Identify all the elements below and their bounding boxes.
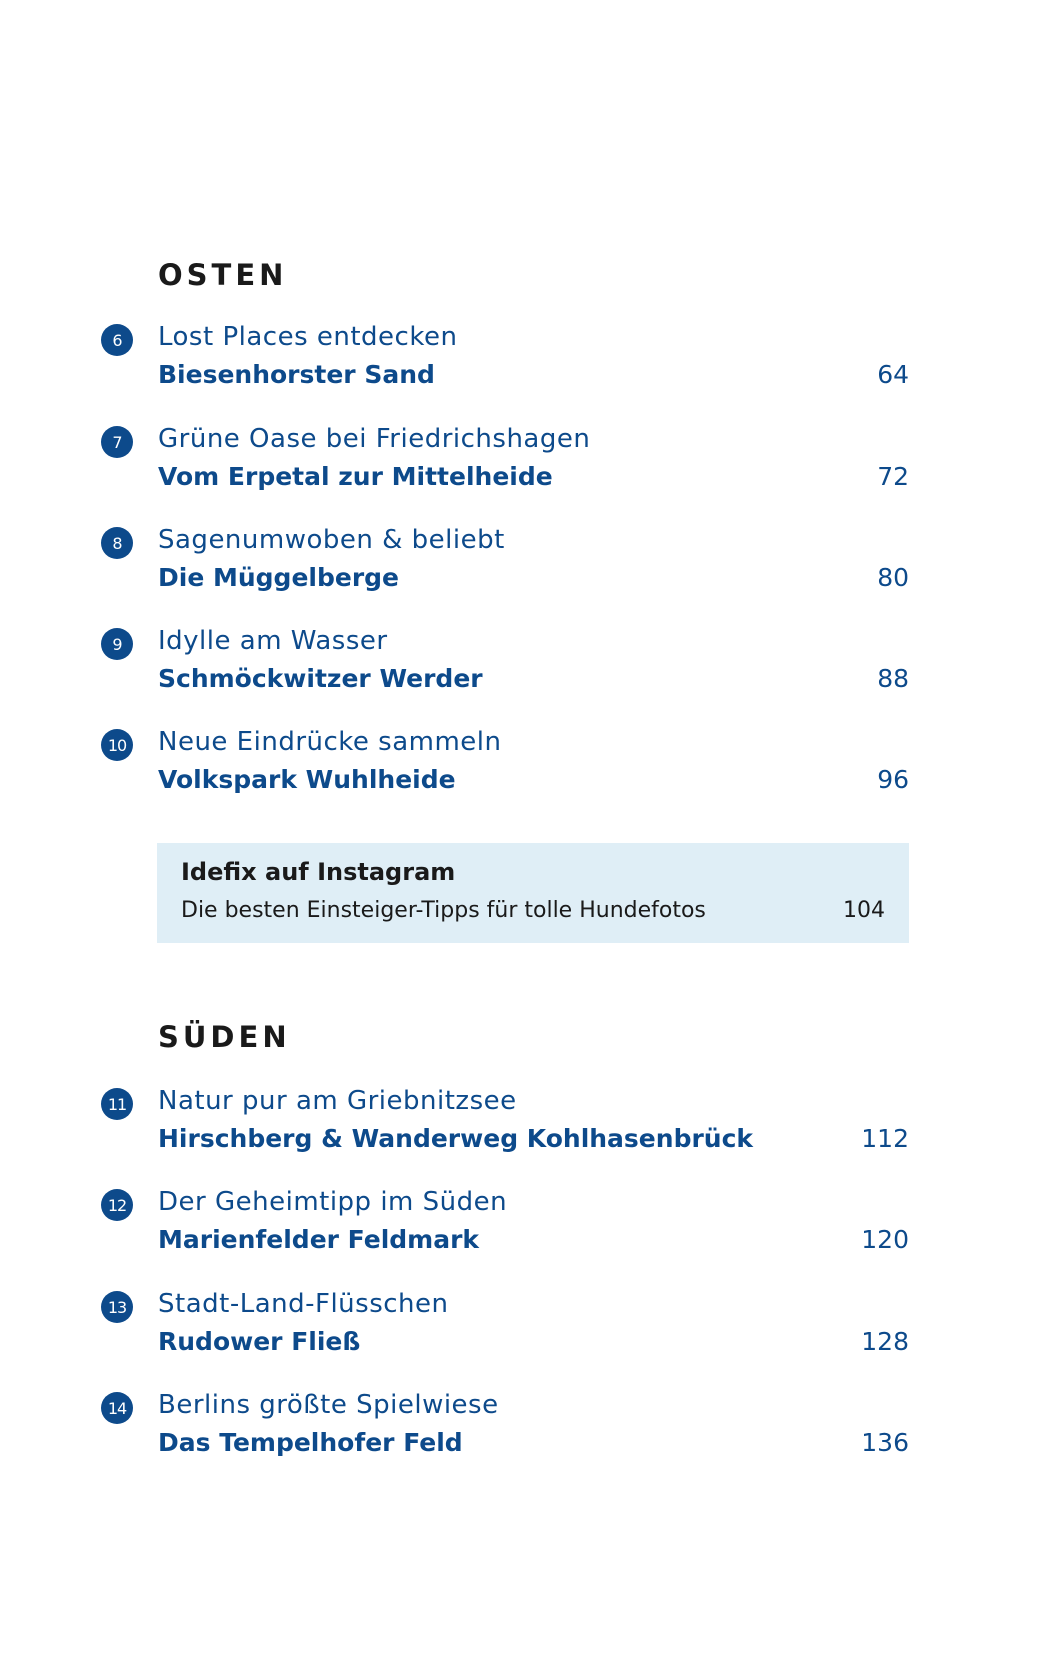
- entry-subtitle: Lost Places entdecken: [158, 322, 458, 352]
- entry-subtitle: Neue Eindrücke sammeln: [158, 727, 502, 757]
- entry-page-number: 64: [877, 360, 909, 389]
- toc-entry[interactable]: [0, 1086, 1058, 1176]
- entry-title: Schmöckwitzer Werder: [158, 664, 483, 693]
- entry-page-number: 112: [861, 1124, 909, 1153]
- toc-entry[interactable]: [0, 1390, 1058, 1480]
- entry-title: Das Tempelhofer Feld: [158, 1428, 463, 1457]
- chapter-number-badge: 8: [101, 527, 133, 559]
- entry-page-number: 128: [861, 1327, 909, 1356]
- entry-title: Die Müggelberge: [158, 563, 400, 592]
- info-box-instagram[interactable]: [157, 843, 909, 943]
- toc-entry[interactable]: [0, 525, 1058, 615]
- entry-subtitle: Idylle am Wasser: [158, 626, 388, 656]
- toc-entry[interactable]: [0, 626, 1058, 716]
- entry-subtitle: Berlins größte Spielwiese: [158, 1390, 499, 1420]
- info-box-title: Idefix auf Instagram: [181, 858, 456, 886]
- entry-subtitle: Grüne Oase bei Friedrichshagen: [158, 424, 591, 454]
- toc-entry[interactable]: [0, 424, 1058, 514]
- entry-title: Marienfelder Feldmark: [158, 1225, 480, 1254]
- entry-title: Rudower Fließ: [158, 1327, 361, 1356]
- section-heading-sueden: SÜDEN: [158, 1020, 291, 1054]
- entry-page-number: 96: [877, 765, 909, 794]
- entry-title: Hirschberg & Wanderweg Kohlhasenbrück: [158, 1124, 754, 1153]
- chapter-number-badge: 9: [101, 628, 133, 660]
- chapter-number-badge: 6: [101, 324, 133, 356]
- info-box-text: Die besten Einsteiger-Tipps für tolle Hundefotos: [181, 898, 706, 923]
- entry-title: Volkspark Wuhlheide: [158, 765, 456, 794]
- toc-entry[interactable]: [0, 727, 1058, 817]
- section-heading-osten: OSTEN: [158, 258, 288, 292]
- chapter-number-badge: 13: [101, 1291, 133, 1323]
- chapter-number-badge: 11: [101, 1088, 133, 1120]
- info-box-page-number: 104: [843, 898, 885, 923]
- entry-subtitle: Der Geheimtipp im Süden: [158, 1187, 508, 1217]
- toc-entry[interactable]: [0, 1289, 1058, 1379]
- entry-page-number: 88: [877, 664, 909, 693]
- entry-subtitle: Stadt-Land-Flüsschen: [158, 1289, 449, 1319]
- entry-page-number: 120: [861, 1225, 909, 1254]
- chapter-number-badge: 14: [101, 1392, 133, 1424]
- entry-title: Biesenhorster Sand: [158, 360, 435, 389]
- entry-subtitle: Sagenumwoben & beliebt: [158, 525, 505, 555]
- chapter-number-badge: 7: [101, 426, 133, 458]
- toc-entry[interactable]: [0, 1187, 1058, 1277]
- chapter-number-badge: 12: [101, 1189, 133, 1221]
- entry-page-number: 72: [877, 462, 909, 491]
- toc-entry[interactable]: [0, 322, 1058, 412]
- entry-page-number: 136: [861, 1428, 909, 1457]
- entry-subtitle: Natur pur am Griebnitzsee: [158, 1086, 517, 1116]
- entry-title: Vom Erpetal zur Mittelheide: [158, 462, 553, 491]
- chapter-number-badge: 10: [101, 729, 133, 761]
- entry-page-number: 80: [877, 563, 909, 592]
